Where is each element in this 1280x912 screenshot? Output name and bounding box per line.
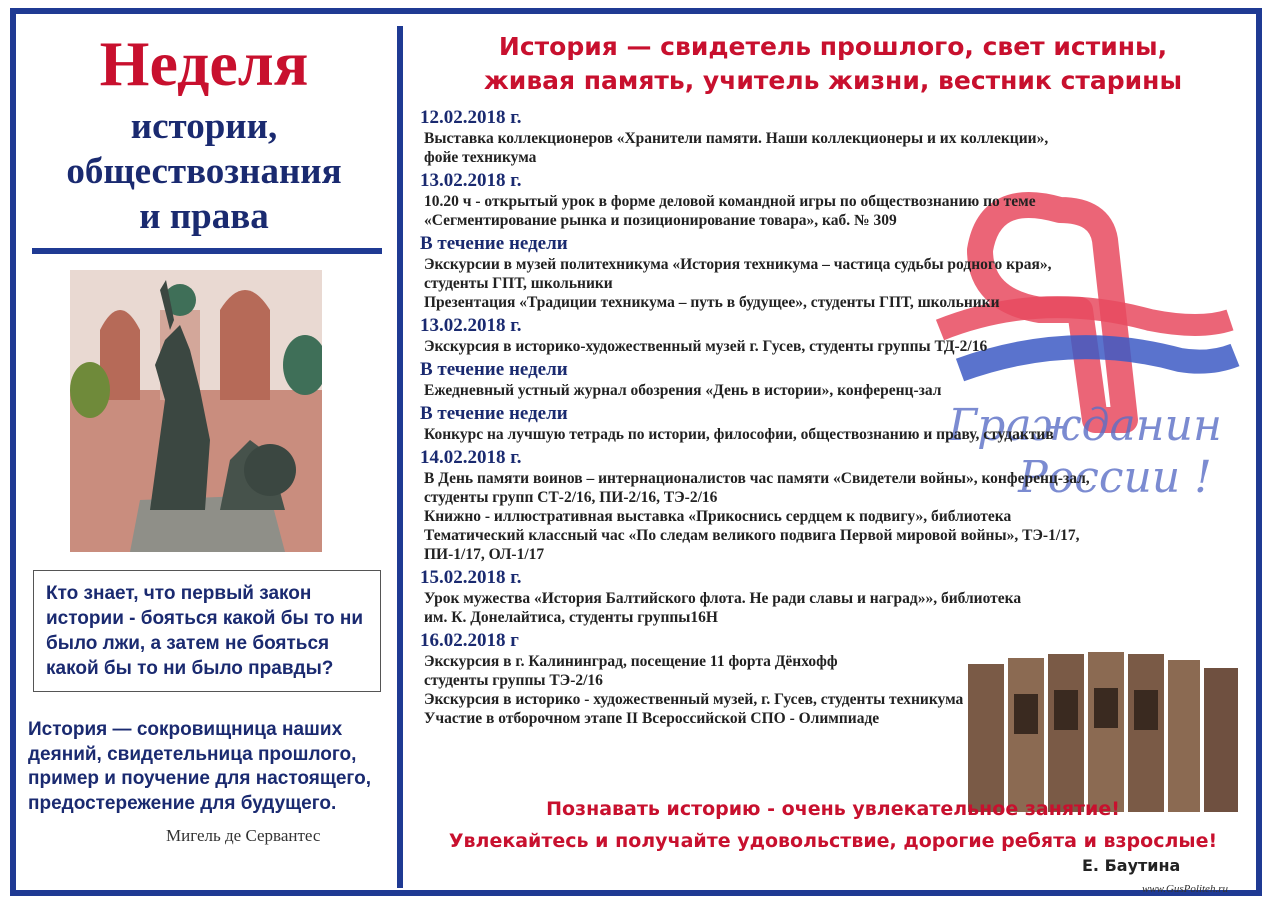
poster-title: Неделя [99,28,309,99]
monument-photo [70,270,322,552]
event-item [420,233,1190,312]
event-line: Экскурсия в историко-художественный музей г. Гусев, студенты группы ТД-2/16 [424,338,988,355]
event-line: Книжно - иллюстративная выставка «Прикоснись сердцем к подвигу», библиотека [424,508,1012,525]
event-date: 13.02.2018 г. [420,170,522,191]
subtitle-line: истории, [130,106,278,147]
quote-author: Мигель де Сервантес [166,826,321,845]
event-item [420,447,1190,564]
event-line: Презентация «Традиции техникума – путь в будущее», студенты ГПТ, школьники [424,294,1000,311]
cervantes-quote: История — сокровищница наших деяний, свидетельница прошлого, пример и поучение для настоящего, предостережение для будущего. [28,719,371,814]
event-date: 13.02.2018 г. [420,315,522,336]
headline [412,30,1254,98]
event-line: Экскурсии в музей политехникума «История техникума – частица судьбы родного края», [424,256,1052,273]
event-date: 14.02.2018 г. [420,447,522,468]
event-line: Участие в отборочном этапе II Всероссийской СПО - Олимпиаде [424,710,880,727]
event-line: 10.20 ч - открытый урок в форме деловой командной игры по обществознанию по теме [424,193,1036,210]
event-date: В течение недели [420,233,568,254]
event-line: Выставка коллекционеров «Хранители памяти. Наши коллекционеры и их коллекции», [424,130,1049,147]
closing-line: Увлекайтесь и получайте удовольствие, дорогие ребята и взрослые! [448,830,1218,852]
poster-subtitle [28,104,380,239]
event-line: ПИ-1/17, ОЛ-1/17 [424,546,545,563]
event-item [420,403,1190,444]
title-underline [32,248,382,254]
event-line: фойе техникума [424,149,537,166]
event-line: им. К. Донелайтиса, студенты группы16Н [424,609,718,626]
event-date: 16.02.2018 г [420,630,519,651]
event-item [420,567,1190,627]
event-line: В День памяти воинов – интернационалистов час памяти «Свидетели войны», конференц-зал, [424,470,1090,487]
subtitle-line: и права [139,196,269,237]
headline-line: живая память, учитель жизни, вестник старины [483,66,1183,95]
event-line: «Сегментирование рынка и позиционирование товара», каб. № 309 [424,212,897,229]
event-item [420,170,1190,230]
closing-line: Познавать историю - очень увлекательное занятие! [546,798,1120,820]
event-line: Урок мужества «История Балтийского флота. Не ради славы и наград»», библиотека [424,590,1022,607]
event-line: Тематический классный час «По следам великого подвига Первой мировой войны», ТЭ-1/17, [424,527,1080,544]
event-line: студенты группы ТЭ-2/16 [424,672,603,689]
headline-line: История — свидетель прошлого, свет истины, [498,32,1168,61]
event-line: Ежедневный устный журнал обозрения «День в истории», конференц-зал [424,382,942,399]
event-date: В течение недели [420,403,568,424]
event-date: 15.02.2018 г. [420,567,522,588]
event-item [420,107,1190,167]
event-date: 12.02.2018 г. [420,107,522,128]
event-line: студенты групп СТ-2/16, ПИ-2/16, ТЭ-2/16 [424,489,718,506]
quote-box: Кто знает, что первый закон истории - бояться какой бы то ни было лжи, а затем не бояться какой бы то ни было правды? [33,570,381,692]
event-line: Экскурсия в г. Калининград, посещение 11 форта Дёнхофф [424,653,838,670]
event-line: Конкурс на лучшую тетрадь по истории, философии, обществознанию и праву, студактив [424,426,1054,443]
website-link[interactable]: www.GusPoliteh.ru [1142,883,1228,895]
event-item [420,315,1190,356]
event-item [420,359,1190,400]
logo-line2: России ! [1018,452,1212,503]
subtitle-line: обществознания [66,151,342,192]
event-line: Экскурсия в историко - художественный музей, г. Гусев, студенты техникума [424,691,964,708]
event-schedule [420,104,1190,728]
event-line: студенты ГПТ, школьники [424,275,613,292]
event-item [420,630,1190,728]
event-date: В течение недели [420,359,568,380]
logo-line1: Гражданин [948,400,1222,451]
signature: Е. Баутина [1082,856,1181,875]
